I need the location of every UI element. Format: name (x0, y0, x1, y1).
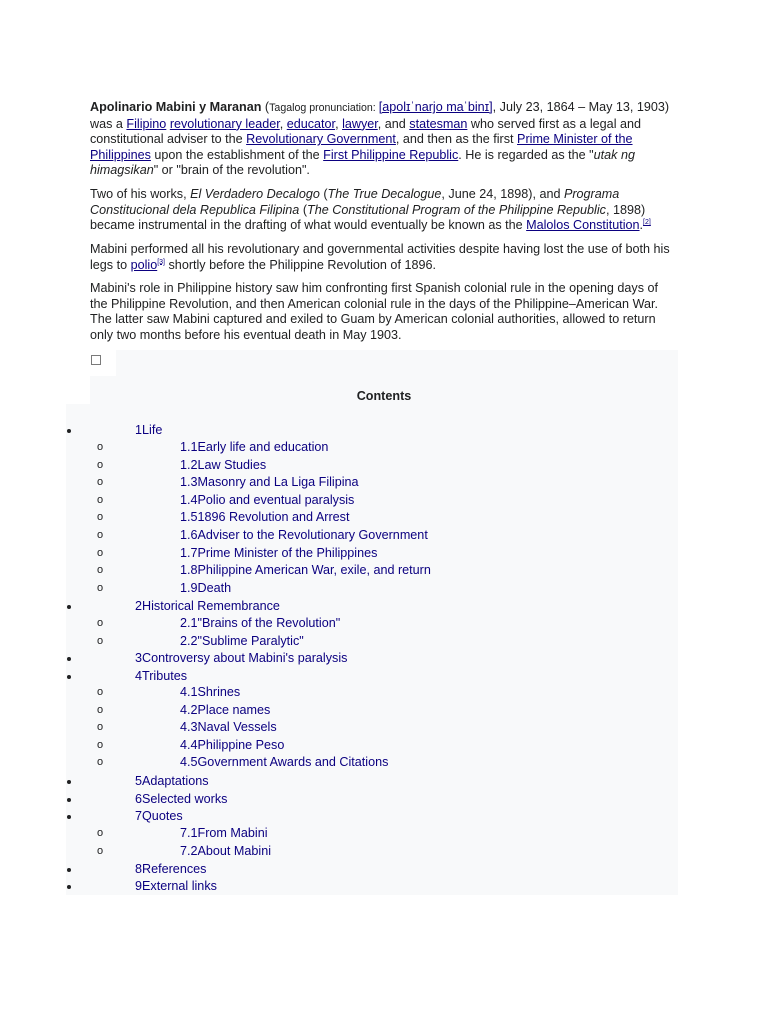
toc-text: Polio and eventual paralysis (197, 493, 355, 507)
toc-number: 1.1 (180, 440, 198, 454)
toc-number: 7.1 (180, 826, 198, 840)
toc-text: Adviser to the Revolutionary Government (197, 528, 428, 542)
toc-item[interactable] (0, 861, 680, 878)
toc-subitem[interactable] (0, 684, 680, 701)
circle-bullet-icon: o (97, 721, 104, 733)
link-revolutionary-leader[interactable]: revolutionary leader (169, 116, 280, 131)
toc-subitem[interactable] (0, 474, 680, 491)
toc-number: 2 (135, 599, 143, 613)
toc-text: Tributes (142, 669, 188, 683)
toc-text: External links (142, 879, 217, 893)
toc-text: 1896 Revolution and Arrest (197, 510, 350, 524)
bullet-icon (67, 429, 71, 433)
toc-subitem[interactable] (0, 633, 680, 650)
toc-text: "Sublime Paralytic" (197, 634, 304, 648)
toc-link[interactable] (180, 702, 270, 719)
toc-text: Selected works (142, 792, 228, 806)
toc-number: 4 (135, 669, 143, 683)
toc-link[interactable] (180, 457, 266, 474)
toc-link[interactable] (135, 878, 217, 895)
toc-number: 1.6 (180, 528, 198, 542)
toc-number: 1.9 (180, 581, 198, 595)
toc-text: "Brains of the Revolution" (197, 616, 341, 630)
toc-text: Philippine Peso (197, 738, 285, 752)
toc-link[interactable] (180, 615, 340, 632)
toc-link[interactable] (180, 545, 377, 562)
circle-bullet-icon: o (97, 459, 104, 471)
circle-bullet-icon: o (97, 635, 104, 647)
toc-number: 1.5 (180, 510, 198, 524)
toc-text: Law Studies (197, 458, 267, 472)
toc-link[interactable] (180, 474, 359, 491)
reference-2-link[interactable]: [2] (643, 219, 651, 226)
circle-bullet-icon: o (97, 704, 104, 716)
toc-subitem[interactable] (0, 527, 680, 544)
toc-subitem[interactable] (0, 737, 680, 754)
toc-subitem[interactable] (0, 580, 680, 597)
toc-text: Naval Vessels (197, 720, 277, 734)
toc-number: 1.3 (180, 475, 198, 489)
toc-subitem[interactable] (0, 439, 680, 456)
toc-text: Masonry and La Liga Filipina (197, 475, 359, 489)
bullet-icon (67, 675, 71, 679)
article-subject-name: Apolinario Mabini y Maranan (90, 100, 262, 114)
works-paragraph: Two of his works, El Verdadero Decalogo (The True Decalogue, June 24, 1898), and Programa Constitucional dela Republica Filipina (The Constitutional Program of the Philippine Republic, 1898) became instrumental in the drafting of what would eventually be known as the Malolos Constitution.[2] (90, 187, 651, 233)
toc-link[interactable] (135, 861, 206, 878)
toc-number: 9 (135, 879, 143, 893)
circle-bullet-icon: o (97, 564, 104, 576)
toc-number: 4.2 (180, 703, 198, 717)
bullet-icon (67, 798, 71, 802)
toc-text: Early life and education (197, 440, 329, 454)
circle-bullet-icon: o (97, 547, 104, 559)
link-revolutionary-government[interactable]: Revolutionary Government (246, 132, 396, 147)
toc-text: Government Awards and Citations (197, 755, 389, 769)
toc-link[interactable] (135, 808, 183, 825)
toc-link[interactable] (135, 773, 209, 790)
toc-item[interactable] (0, 422, 680, 439)
toc-link[interactable] (135, 598, 280, 615)
role-paragraph: Mabini's role in Philippine history saw him confronting first Spanish colonial rule in the opening days of the Philippine Revolution, and then American colonial rule in the days of the Philippine–American War. The latter saw Mabini captured and exiled to Guam by American colonial authorities, allowed to return only two months before his eventual death in May 1903. (90, 281, 659, 342)
circle-bullet-icon: o (97, 511, 104, 523)
toc-number: 1.8 (180, 563, 198, 577)
toc-text: Historical Remembrance (142, 599, 280, 613)
toc-number: 7.2 (180, 844, 198, 858)
toc-link[interactable] (180, 439, 328, 456)
toc-link[interactable] (180, 562, 431, 579)
circle-bullet-icon: o (97, 756, 104, 768)
toc-number: 1 (135, 423, 143, 437)
toc-link[interactable] (135, 791, 227, 808)
bullet-icon (67, 868, 71, 872)
circle-bullet-icon: o (97, 476, 104, 488)
toc-number: 1.7 (180, 546, 198, 560)
reference-3-link[interactable]: [3] (157, 258, 166, 266)
pronunciation-label: Tagalog pronunciation: (269, 102, 379, 114)
toc-text: Adaptations (142, 774, 209, 788)
link-lawyer[interactable]: lawyer (342, 116, 378, 131)
toc-text: Prime Minister of the Philippines (197, 546, 378, 560)
toc-text: Place names (197, 703, 271, 717)
circle-bullet-icon: o (97, 827, 104, 839)
bullet-icon (67, 657, 71, 661)
toc-text: About Mabini (197, 844, 272, 858)
toc-subitem[interactable] (0, 843, 680, 860)
link-statesman[interactable]: statesman (409, 116, 468, 131)
toc-subitem[interactable] (0, 492, 680, 509)
toc-text: References (142, 862, 207, 876)
toc-text: Quotes (142, 809, 183, 823)
toc-link[interactable] (180, 737, 284, 754)
toc-link[interactable] (180, 527, 428, 544)
toc-subitem[interactable] (0, 457, 680, 474)
toc-text: Death (197, 581, 232, 595)
circle-bullet-icon: o (97, 494, 104, 506)
toc-subitem[interactable] (0, 719, 680, 736)
toc-link[interactable] (180, 509, 349, 526)
circle-bullet-icon: o (97, 845, 104, 857)
toc-subitem[interactable] (0, 825, 680, 842)
toc-item[interactable] (0, 668, 680, 685)
ipa-link[interactable]: [apolɪˈnarjo maˈbinɪ] (378, 100, 493, 114)
toc-link[interactable] (135, 668, 187, 685)
toc-subitem[interactable] (0, 562, 680, 579)
toc-number: 4.1 (180, 685, 198, 699)
toc-number: 1.4 (180, 493, 198, 507)
bullet-icon (67, 815, 71, 819)
toc-text: Life (142, 423, 163, 437)
toc-text: Controversy about Mabini's paralysis (142, 651, 348, 665)
toc-item[interactable] (0, 773, 680, 790)
toc-toggle-checkbox[interactable] (91, 355, 101, 365)
toc-link[interactable] (180, 684, 240, 701)
toc-subitem[interactable] (0, 545, 680, 562)
link-polio[interactable]: polio (130, 257, 158, 272)
toc-link[interactable] (180, 843, 271, 860)
link-first-philippine-republic[interactable]: First Philippine Republic (323, 147, 459, 162)
toc-title: Contents (356, 389, 412, 403)
toc-text: From Mabini (197, 826, 268, 840)
link-filipino[interactable]: Filipino (126, 116, 167, 131)
toc-number: 4.5 (180, 755, 198, 769)
circle-bullet-icon: o (97, 739, 104, 751)
circle-bullet-icon: o (97, 617, 104, 629)
toc-item[interactable] (0, 878, 680, 895)
link-educator[interactable]: educator (286, 116, 336, 131)
toc-link[interactable] (135, 650, 347, 667)
toc-subitem[interactable] (0, 702, 680, 719)
toc-text: Shrines (197, 685, 241, 699)
link-prime-minister[interactable]: Prime Minister of the Philippines (90, 132, 633, 162)
toc-link[interactable] (180, 492, 354, 509)
circle-bullet-icon: o (97, 582, 104, 594)
circle-bullet-icon: o (97, 686, 104, 698)
toc-number: 4.3 (180, 720, 198, 734)
circle-bullet-icon: o (97, 441, 104, 453)
toc-item[interactable] (0, 791, 680, 808)
toc-subitem[interactable] (0, 615, 680, 632)
toc-link[interactable] (180, 633, 304, 650)
bullet-icon (67, 605, 71, 609)
toc-number: 1.2 (180, 458, 198, 472)
toc-number: 5 (135, 774, 143, 788)
toc-link[interactable] (180, 754, 388, 771)
toc-text: Philippine American War, exile, and return (197, 563, 431, 577)
toc-number: 3 (135, 651, 143, 665)
toc-link[interactable] (180, 580, 231, 597)
toc-link[interactable] (180, 719, 277, 736)
toc-number: 4.4 (180, 738, 198, 752)
toc-number: 8 (135, 862, 143, 876)
toc-item[interactable] (0, 650, 680, 667)
toc-link[interactable] (180, 825, 268, 842)
toc-number: 6 (135, 792, 143, 806)
toc-number: 2.2 (180, 634, 198, 648)
toc-subitem[interactable] (0, 509, 680, 526)
toc-item[interactable] (0, 598, 680, 615)
bullet-icon (67, 780, 71, 784)
toc-number: 7 (135, 809, 143, 823)
paralysis-paragraph: Mabini performed all his revolutionary and governmental activities despite having lost the use of both his legs to polio[3] shortly before the Philippine Revolution of 1896. (90, 242, 670, 272)
toc-subitem[interactable] (0, 754, 680, 771)
bullet-icon (67, 885, 71, 889)
toc-link[interactable] (135, 422, 162, 439)
intro-paragraph: Apolinario Mabini y Maranan (Tagalog pronunciation: [apolɪˈnarjo maˈbinɪ], July 23, 1864 – May 13, 1903) was a Filipino revolutionary leader, educator, lawyer, and statesman who served first as a legal and constitutional adviser to the Revolutionary Government, and then as the first Prime Minister of the Philippines upon the establishment of the First Philippine Republic. He is regarded as the "utak ng himagsikan" or "brain of the revolution". (90, 100, 670, 178)
toc-item[interactable] (0, 808, 680, 825)
link-malolos-constitution[interactable]: Malolos Constitution (526, 218, 640, 233)
toc-number: 2.1 (180, 616, 198, 630)
circle-bullet-icon: o (97, 529, 104, 541)
